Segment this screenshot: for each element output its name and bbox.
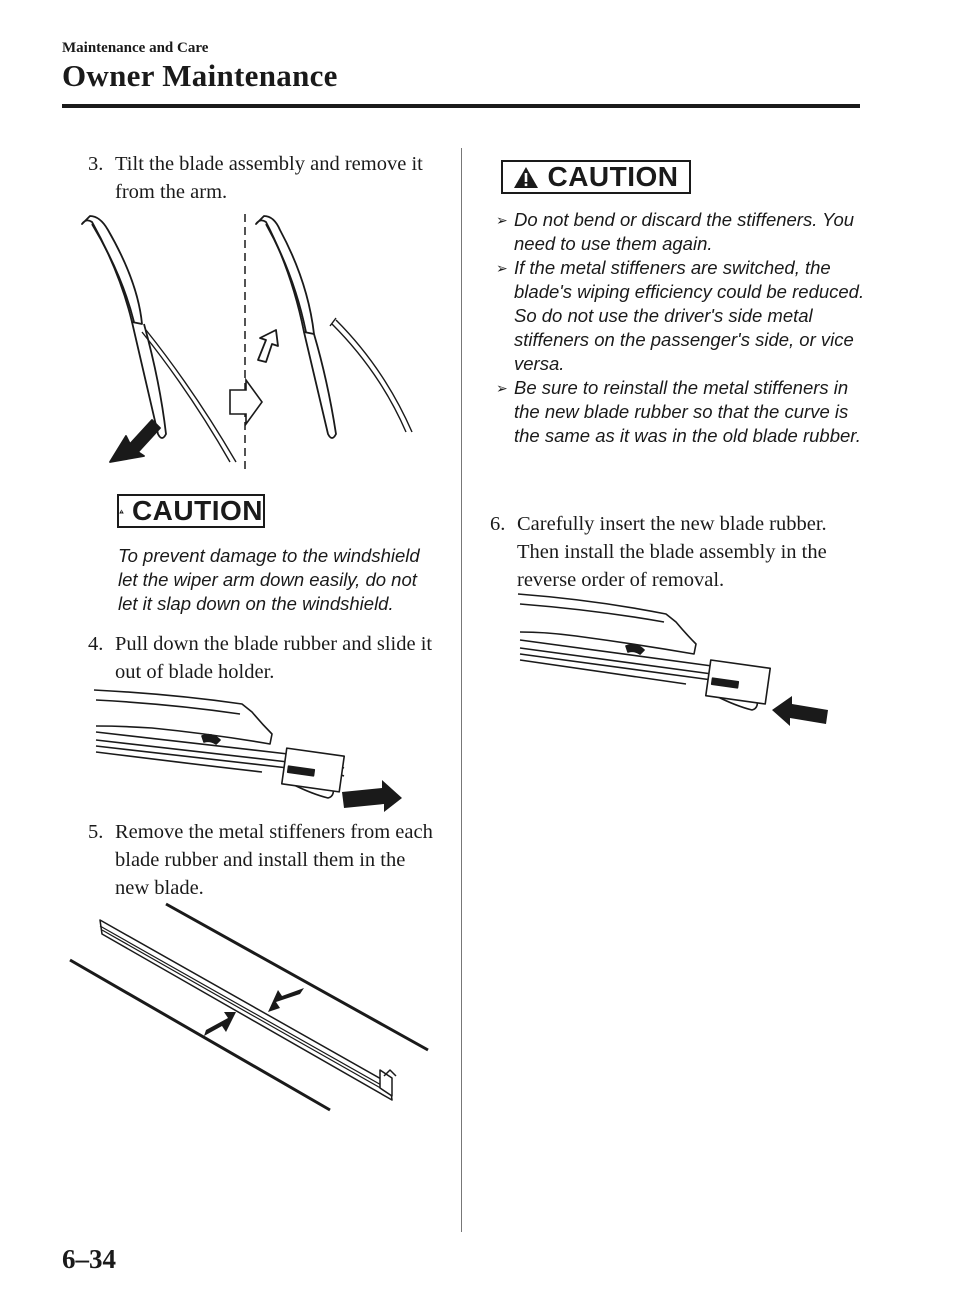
warning-triangle-icon bbox=[513, 166, 539, 189]
caution-bullet-text: If the metal stiffeners are switched, the blade's wiping efficiency could be reduced. So do not use the driver's side metal stiffeners on the passenger's side, or vice versa. bbox=[514, 257, 865, 374]
caution-bullet bbox=[496, 208, 866, 256]
blade-removal-illustration bbox=[80, 212, 440, 487]
chapter-title: Owner Maintenance bbox=[62, 58, 338, 93]
blade-rubber-insert-illustration bbox=[516, 590, 836, 750]
step-text: Carefully insert the new blade rubber. Then install the blade assembly in the reverse order of removal. bbox=[517, 513, 827, 591]
step-number: 6. bbox=[490, 513, 506, 535]
caution-bullet-text: Do not bend or discard the stiffeners. You need to use them again. bbox=[514, 209, 855, 254]
caution-bullet bbox=[496, 256, 866, 376]
caution-heading bbox=[117, 494, 265, 528]
metal-stiffeners-illustration bbox=[66, 900, 436, 1120]
caution-bullet-list bbox=[496, 208, 866, 448]
arrowhead-bullet-icon: ➢ bbox=[496, 260, 508, 276]
step-text: Pull down the blade rubber and slide it out of blade holder. bbox=[115, 633, 433, 683]
step-number: 3. bbox=[88, 153, 104, 175]
caution-bullet bbox=[496, 376, 866, 448]
header-rule bbox=[62, 104, 860, 108]
caution-text: To prevent damage to the windshield let the wiper arm down easily, do not let it slap down on the windshield. bbox=[118, 545, 420, 614]
step-text: Remove the metal stiffeners from each blade rubber and install them in the new blade. bbox=[115, 821, 433, 899]
step-5 bbox=[88, 818, 438, 902]
step-text: Tilt the blade assembly and remove it from the arm. bbox=[115, 153, 423, 203]
warning-triangle-icon bbox=[119, 500, 124, 523]
caution-label: CAUTION bbox=[131, 495, 263, 526]
caution-label: CAUTION bbox=[547, 161, 679, 192]
step-4 bbox=[88, 630, 438, 686]
step-6 bbox=[490, 510, 860, 594]
blade-rubber-removal-illustration bbox=[92, 684, 412, 814]
column-divider bbox=[461, 148, 462, 1232]
step-3 bbox=[88, 150, 438, 206]
arrowhead-bullet-icon: ➢ bbox=[496, 380, 508, 396]
section-label: Maintenance and Care bbox=[62, 40, 209, 56]
step-number: 4. bbox=[88, 633, 104, 655]
caution-bullet-text: Be sure to reinstall the metal stiffeners in the new blade rubber so that the curve is the same as it was in the old blade rubber. bbox=[514, 377, 861, 446]
caution-heading bbox=[501, 160, 691, 194]
page-number: 6–34 bbox=[62, 1244, 116, 1274]
arrowhead-bullet-icon: ➢ bbox=[496, 212, 508, 228]
step-number: 5. bbox=[88, 821, 104, 843]
